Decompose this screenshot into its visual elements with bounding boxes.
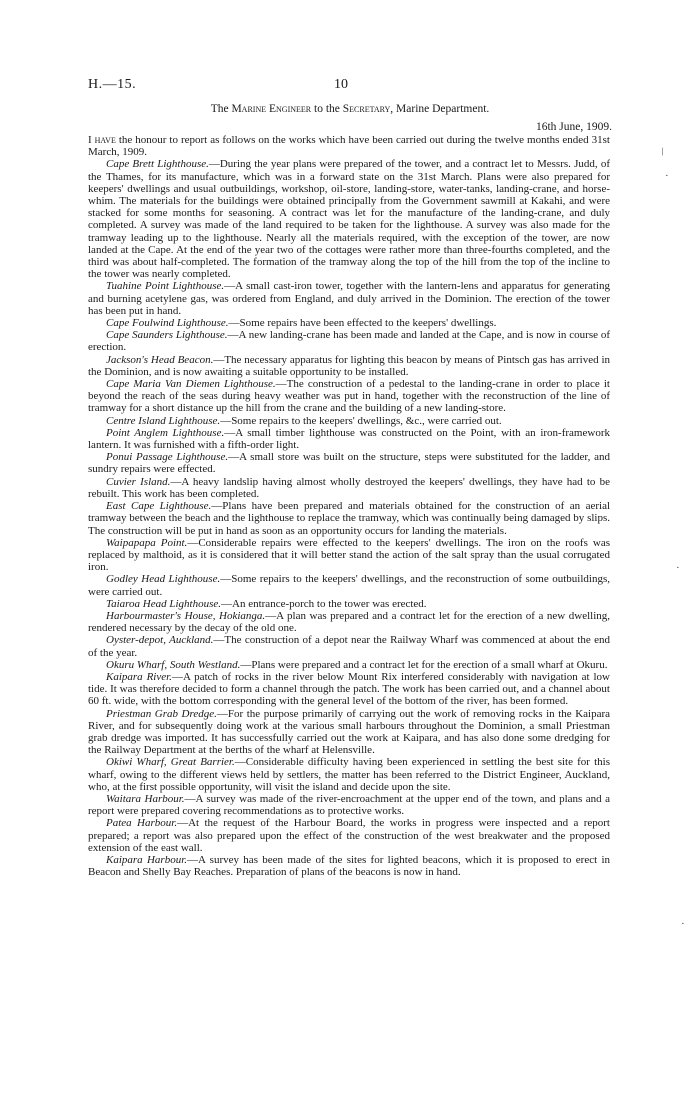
paragraph-east-cape — [88, 500, 610, 537]
paragraph-centre-island — [88, 415, 610, 427]
paragraph-title: Waitara Harbour. — [106, 792, 185, 805]
paragraph-text: —A survey has been made of the sites for lighted beacons, which it is proposed to erect in Beacon and Shelly Bay Reaches. Preparation of plans of the beacons is now in hand. — [88, 853, 611, 879]
paragraph-cape-maria-van-diemen — [88, 378, 610, 415]
intro-text: the honour to report as follows on the works which have been carried out during the twelve months ended 31st March, 1909. — [88, 134, 610, 159]
intro-paragraph — [88, 134, 610, 158]
paragraph-text: —At the request of the Harbour Board, the works in progress were inspected and a report prepared; a report was also prepared upon the effect of the construction of the west breakwater and the proposed extension of the east wall. — [88, 817, 610, 854]
margin-pencil-mark: · — [681, 918, 685, 930]
paragraph-text: —For the purpose primarily of carrying out the work of removing rocks in the Kaipara River, and for subsequently doing work at the various small harbours throughout the Dominion, a small Priestman grab dredge was imported. It has successfully carried out the work at Kaipara, and has also done some dredging for the Railway Department at the berths of the wharf at Helensville. — [88, 707, 610, 757]
letter-heading-end: , Marine Department. — [390, 103, 490, 115]
paragraph-text: —Plans were prepared and a contract let for the erection of a small wharf at Okuru. — [240, 658, 608, 671]
letter-heading — [0, 103, 700, 115]
paragraph-title: Kaipara River. — [106, 670, 172, 683]
paragraph-title: Ponui Passage Lighthouse. — [106, 451, 229, 464]
paragraph-kaipara-harbour — [88, 854, 610, 878]
paragraph-title: Tuahine Point Lighthouse. — [106, 280, 225, 293]
page-number: 10 — [334, 77, 348, 92]
paragraph-title: Waipapapa Point. — [106, 536, 188, 549]
paragraph-kaipara-river — [88, 671, 610, 708]
paragraph-jacksons-head — [88, 354, 610, 378]
paragraph-text: —Considerable repairs were effected to the keepers' dwellings. The iron on the roofs was replaced by malthoid, as it is considered that it will better stand the action of the salt spray than the usual corrugated iron. — [88, 536, 610, 574]
paragraph-godley-head — [88, 573, 610, 597]
paragraph-text: —The necessary apparatus for lighting this beacon by means of Pintsch gas has arrived in the Dominion, and is now awaiting a suitable opportunity to be installed. — [88, 353, 611, 378]
margin-pencil-mark: / — [659, 145, 667, 159]
paragraph-text: —A patch of rocks in the river below Mount Rix interfered considerably with navigation at low tide. It was therefore decided to form a channel through the patch. The work has been carried out, and a channel about 60 ft. wide, with the bottom corresponding with the general level of the bottom of the river, has been formed. — [88, 670, 610, 708]
paragraph-text: —During the year plans were prepared of the tower, and a contract let to Messrs. Judd, of the Thames, for its manufacture, which was in a forward state on the 31st March. Plans were also prepared for keepers' dwellings and usual outbuildings, workshop, oil-store, landing-store, water-tanks, landing-crane, and horse-whim. The materials for the buildings were obtained principally from the Government sawmill at Kakahi, and were stacked for some months for seasoning. A contract was let for the manufacture of the landing-crane, and duly completed. A survey was made of the land required to be taken for the lighthouse. A survey was also made for the tramway leading up to the lighthouse. Nearly all the materials required, with the exception of the tower, are now landed at the Cape. At the end of the year two of the cottages were rather more than three-fourths completed, and the third was about half-completed. The formation of the tramway along the top of the hill from the top of the incline to the tower was nearly completed. — [88, 158, 610, 281]
paragraph-cuvier-island — [88, 476, 610, 500]
report-reference: H.—15. — [88, 77, 137, 92]
paragraph-text: —A small cast-iron tower, together with the lantern-lens and apparatus for generating and burning acetylene gas, was ordered from England, and duly arrived in the Dominion. The erection of the tower has been put in hand. — [88, 280, 610, 317]
letter-heading-start: The — [210, 103, 232, 115]
paragraph-title: Priestman Grab Dredge. — [106, 707, 217, 720]
letter-date: 16th June, 1909. — [535, 121, 612, 133]
paragraph-tuahine-point — [88, 280, 610, 317]
paragraph-title: Patea Harbour. — [106, 817, 178, 830]
paragraph-title: Jackson's Head Beacon. — [106, 353, 214, 366]
paragraph-title: Cape Brett Lighthouse. — [106, 158, 209, 171]
letter-heading-mid: to the — [311, 103, 343, 115]
paragraph-text: —A plan was prepared and a contract let for the erection of a new dwelling, rendered necessary by the decay of the old one. — [88, 609, 611, 635]
report-body — [88, 134, 610, 878]
paragraph-cape-brett — [88, 158, 610, 280]
paragraph-ponui-passage — [88, 451, 610, 475]
letter-heading-to: Secretary — [342, 103, 391, 115]
intro-lead: I have — [88, 134, 116, 146]
paragraph-taiaroa-head — [88, 598, 610, 610]
paragraph-title: Cape Maria Van Diemen Lighthouse. — [106, 378, 276, 391]
paragraph-text: —A small store was built on the structure, steps were substituted for the ladder, and sundry repairs were effected. — [88, 451, 610, 476]
paragraph-text: —Some repairs to the keepers' dwellings, and the reconstruction of some outbuildings, were carried out. — [88, 573, 610, 598]
paragraph-title: Okiwi Wharf, Great Barrier. — [106, 756, 235, 769]
paragraph-text: —A small timber lighthouse was constructed on the Point, with an iron-framework lantern. It was furnished with a fifth-order light. — [88, 426, 610, 452]
paragraph-cape-saunders — [88, 329, 610, 353]
paragraph-text: —An entrance-porch to the tower was erected. — [221, 597, 427, 610]
paragraph-waitara-harbour — [88, 793, 610, 817]
paragraph-okuru-wharf — [88, 659, 610, 671]
paragraph-waipapapa-point — [88, 537, 610, 574]
paragraph-point-anglem — [88, 427, 610, 451]
paragraph-text: —A survey was made of the river-encroachment at the upper end of the town, and plans and a report were prepared covering recommendations as to protective works. — [88, 792, 610, 818]
paragraph-cape-foulwind — [88, 317, 610, 329]
paragraph-text: —Some repairs to the keepers' dwellings, &c., were carried out. — [220, 414, 502, 427]
paragraph-text: —The construction of a depot near the Railway Wharf was commenced at about the end of the year. — [88, 634, 610, 659]
paragraph-okiwi-wharf — [88, 756, 610, 793]
margin-pencil-mark: · — [676, 562, 680, 574]
paragraph-title: Taiaroa Head Lighthouse. — [106, 597, 222, 610]
paragraph-title: Kaipara Harbour. — [106, 853, 188, 866]
paragraph-title: Harbourmaster's House, Hokianga. — [106, 609, 266, 622]
paragraph-title: Godley Head Lighthouse. — [106, 573, 221, 586]
paragraph-oyster-depot — [88, 634, 610, 658]
paragraph-title: Cape Foulwind Lighthouse. — [106, 317, 229, 330]
paragraph-title: Point Anglem Lighthouse. — [106, 426, 225, 439]
paragraph-patea-harbour — [88, 817, 610, 854]
paragraph-harbourmasters-house — [88, 610, 610, 634]
paragraph-title: Cuvier Island. — [106, 475, 171, 488]
letter-heading-from: Marine Engineer — [231, 103, 312, 115]
paragraph-title: Okuru Wharf, South Westland. — [106, 658, 241, 671]
paragraph-title: Oyster-depot, Auckland. — [106, 634, 214, 647]
paragraph-text: —Some repairs have been effected to the keepers' dwellings. — [228, 317, 497, 330]
paragraph-text: —The construction of a pedestal to the landing-crane in order to place it beyond the reach of the seas during heavy weather was put in hand, together with the reconstruction of the line of tramway for a short distance up the hill from the crane and the building of a new landing-store. — [88, 378, 610, 415]
paragraph-title: Cape Saunders Lighthouse. — [106, 329, 228, 342]
paragraph-priestman-grab-dredge — [88, 708, 610, 757]
paragraph-text: —Plans have been prepared and materials obtained for the construction of an aerial tramway between the beach and the lighthouse to replace the tramway, which was continually being damaged by slips. The construction will be put in hand as soon as an opportunity occurs for landing the materials. — [88, 500, 611, 537]
paragraph-title: Centre Island Lighthouse. — [106, 414, 221, 427]
paragraph-text: —A heavy landslip having almost wholly destroyed the keepers' dwellings, they have had to be rebuilt. This work has been completed. — [88, 475, 610, 500]
margin-pencil-mark: · — [665, 170, 669, 182]
paragraph-text: —Considerable difficulty having been experienced in settling the best site for this wharf, owing to the different views held by settlers, the matter has been referred to the District Engineer, Auckland, who, at the first possible opportunity, will visit the island and decide upon the site. — [88, 756, 610, 793]
paragraph-title: East Cape Lighthouse. — [106, 500, 212, 513]
paragraph-text: —A new landing-crane has been made and landed at the Cape, and is now in course of erection. — [88, 329, 611, 354]
